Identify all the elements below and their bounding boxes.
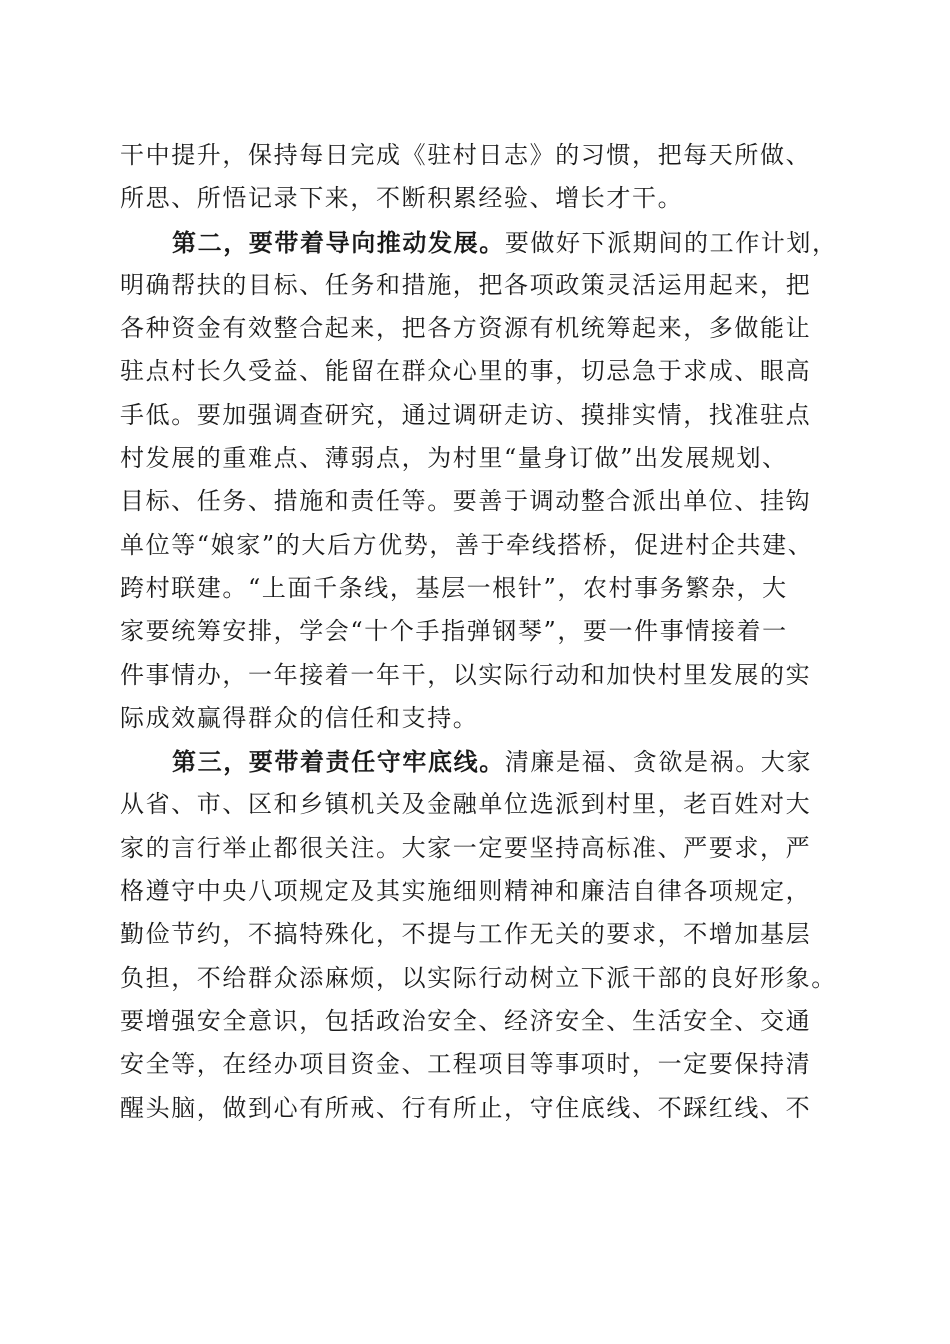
text-line: 干中提升，保持每日完成《驻村日志》的习惯，把每天所做、 bbox=[120, 141, 812, 169]
text-line: 手低。要加强调查研究，通过调研走访、摸排实情，找准驻点 bbox=[120, 400, 812, 429]
text-line: 醒头脑，做到心有所戒、行有所止，守住底线、不踩红线、不 bbox=[120, 1093, 812, 1122]
text-line: 际成效赢得群众的信任和支持。 bbox=[120, 703, 479, 732]
body-text bbox=[120, 134, 840, 1130]
text-line: 要增强安全意识，包括政治安全、经济安全、生活安全、交通 bbox=[120, 1006, 812, 1035]
text-line: 从省、市、区和乡镇机关及金融单位选派到村里，老百姓对大 bbox=[120, 790, 812, 819]
section-lead: 第三，要带着责任守牢底线。 bbox=[172, 747, 505, 777]
section-lead: 第二，要带着导向推动发展。 bbox=[172, 227, 505, 257]
text-line: 勤俭节约，不搞特殊化，不提与工作无关的要求，不增加基层 bbox=[120, 920, 812, 949]
paragraph-first-line bbox=[120, 740, 840, 783]
text-line: 村发展的重难点、薄弱点，为村里“量身订做”出发展规划、 bbox=[120, 444, 788, 473]
text-line: 所思、所悟记录下来，不断积累经验、增长才干。 bbox=[120, 184, 684, 213]
text-line: 安全等，在经办项目资金、工程项目等事项时，一定要保持清 bbox=[120, 1050, 812, 1079]
text-run: 清廉是福、贪欲是祸。大家 bbox=[504, 748, 813, 777]
text-run: 要做好下派期间的工作计划， bbox=[504, 228, 838, 257]
text-line: 目标、任务、措施和责任等。要善于调动整合派出单位、挂钩 bbox=[120, 487, 812, 516]
paragraph-first-line bbox=[120, 221, 840, 264]
text-line: 跨村联建。“上面千条线，基层一根针”，农村事务繁杂，大 bbox=[120, 573, 788, 602]
text-line: 格遵守中央八项规定及其实施细则精神和廉洁自律各项规定， bbox=[120, 877, 812, 906]
text-line: 各种资金有效整合起来，把各方资源有机统筹起来，多做能让 bbox=[120, 314, 812, 343]
text-line: 驻点村长久受益、能留在群众心里的事，切忌急于求成、眼高 bbox=[120, 357, 812, 386]
text-line: 家要统筹安排，学会“十个手指弹钢琴”，要一件事情接着一 bbox=[120, 617, 788, 646]
text-line: 明确帮扶的目标、任务和措施，把各项政策灵活运用起来，把 bbox=[120, 270, 812, 299]
text-line: 件事情办，一年接着一年干，以实际行动和加快村里发展的实 bbox=[120, 660, 812, 689]
text-line: 负担，不给群众添麻烦，以实际行动树立下派干部的良好形象。 bbox=[120, 963, 837, 992]
text-line: 家的言行举止都很关注。大家一定要坚持高标准、严要求，严 bbox=[120, 833, 812, 862]
text-line: 单位等“娘家”的大后方优势，善于牵线搭桥，促进村企共建、 bbox=[120, 530, 814, 559]
